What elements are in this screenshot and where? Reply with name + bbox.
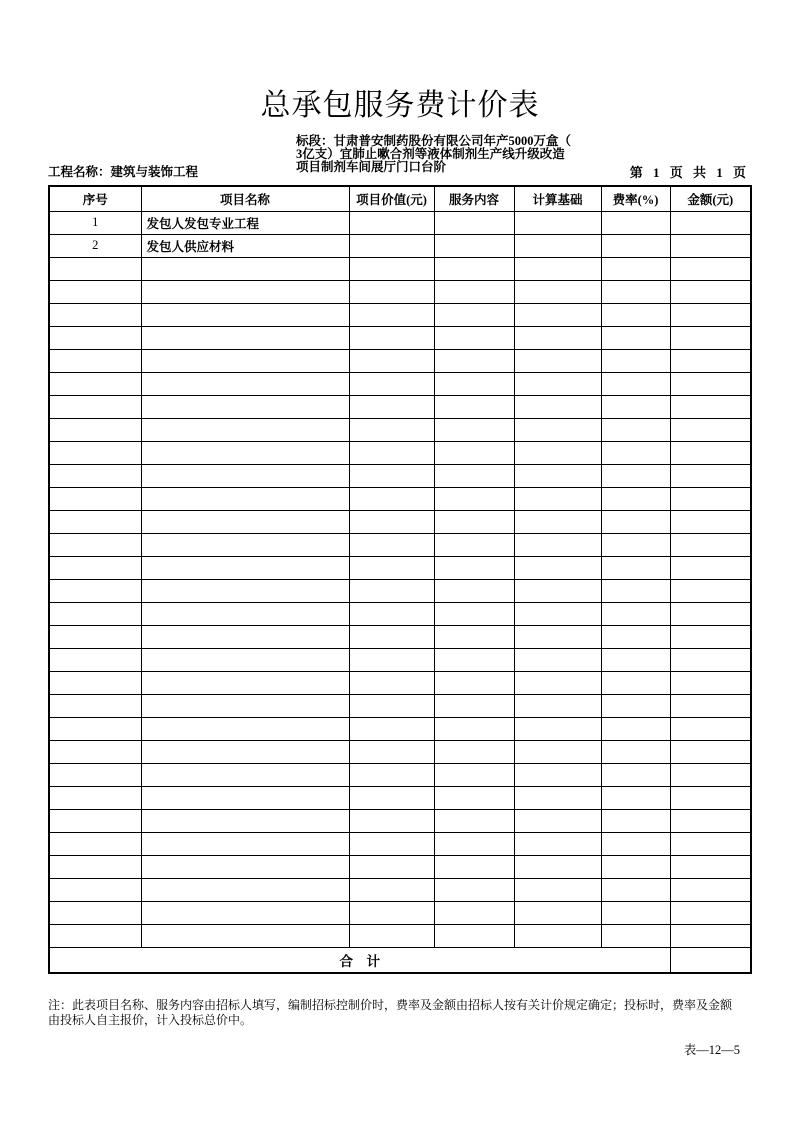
cell-service <box>434 671 514 694</box>
cell-amount <box>670 924 751 947</box>
cell-rate <box>601 372 670 395</box>
empty-table-row <box>49 717 751 740</box>
cell-basis <box>514 556 601 579</box>
cell-rate <box>601 648 670 671</box>
cell-amount <box>670 395 751 418</box>
bid-section-line: 3亿支）宜肺止嗽合剂等液体制剂生产线升级改造 <box>296 147 565 161</box>
cell-seq <box>49 326 141 349</box>
cell-name <box>141 878 349 901</box>
total-row <box>49 947 751 973</box>
cell-seq <box>49 510 141 533</box>
cell-name <box>141 694 349 717</box>
cell-amount <box>670 602 751 625</box>
cell-service <box>434 924 514 947</box>
empty-table-row <box>49 418 751 441</box>
cell-name <box>141 786 349 809</box>
cell-basis <box>514 280 601 303</box>
cell-amount <box>670 464 751 487</box>
cell-basis <box>514 510 601 533</box>
cell-name <box>141 395 349 418</box>
cell-amount <box>670 878 751 901</box>
cell-name <box>141 602 349 625</box>
cell-name <box>141 556 349 579</box>
cell-value <box>349 441 434 464</box>
cell-service <box>434 809 514 832</box>
cell-name <box>141 349 349 372</box>
cell-rate <box>601 395 670 418</box>
cell-basis <box>514 855 601 878</box>
cell-service <box>434 464 514 487</box>
cell-name <box>141 625 349 648</box>
cell-name <box>141 763 349 786</box>
cell-service <box>434 211 514 234</box>
cell-rate <box>601 602 670 625</box>
cell-amount <box>670 786 751 809</box>
form-code: 表—12—5 <box>683 1043 740 1057</box>
cell-basis <box>514 257 601 280</box>
cell-seq <box>49 809 141 832</box>
cell-service <box>434 441 514 464</box>
cell-basis <box>514 487 601 510</box>
cell-rate <box>601 234 670 257</box>
cell-value <box>349 763 434 786</box>
cell-rate <box>601 901 670 924</box>
cell-service <box>434 533 514 556</box>
cell-service <box>434 763 514 786</box>
cell-basis <box>514 533 601 556</box>
cell-basis <box>514 234 601 257</box>
cell-rate <box>601 280 670 303</box>
cell-rate <box>601 809 670 832</box>
empty-table-row <box>49 533 751 556</box>
empty-table-row <box>49 280 751 303</box>
cell-amount <box>670 326 751 349</box>
cell-basis <box>514 418 601 441</box>
cell-basis <box>514 441 601 464</box>
empty-table-row <box>49 349 751 372</box>
cell-service <box>434 257 514 280</box>
cell-seq <box>49 694 141 717</box>
empty-table-row <box>49 395 751 418</box>
empty-table-row <box>49 303 751 326</box>
cell-service <box>434 740 514 763</box>
cell-name <box>141 579 349 602</box>
cell-seq <box>49 924 141 947</box>
cell-rate <box>601 786 670 809</box>
cell-value <box>349 487 434 510</box>
footnote-line: 由投标人自主报价，计入投标总价中。 <box>48 1012 253 1027</box>
empty-table-row <box>49 901 751 924</box>
cell-seq <box>49 349 141 372</box>
cell-service <box>434 786 514 809</box>
cell-value <box>349 694 434 717</box>
cell-name <box>141 901 349 924</box>
empty-table-row <box>49 464 751 487</box>
cell-amount <box>670 280 751 303</box>
cell-value <box>349 303 434 326</box>
cell-name <box>141 464 349 487</box>
cell-service <box>434 694 514 717</box>
table-row <box>49 234 751 257</box>
project-name-value: 建筑与装饰工程 <box>110 165 199 179</box>
cell-amount <box>670 349 751 372</box>
cell-seq <box>49 602 141 625</box>
cell-amount <box>670 441 751 464</box>
cell-seq <box>49 832 141 855</box>
cell-seq <box>49 372 141 395</box>
cell-value <box>349 395 434 418</box>
cell-name <box>141 809 349 832</box>
cell-rate <box>601 740 670 763</box>
fee-table <box>48 185 752 974</box>
cell-basis <box>514 694 601 717</box>
cell-seq <box>49 487 141 510</box>
cell-service <box>434 855 514 878</box>
cell-seq <box>49 855 141 878</box>
cell-value <box>349 234 434 257</box>
cell-rate <box>601 832 670 855</box>
cell-seq <box>49 303 141 326</box>
cell-value <box>349 717 434 740</box>
empty-table-row <box>49 832 751 855</box>
total-label: 合 计 <box>49 947 670 973</box>
empty-table-row <box>49 924 751 947</box>
cell-basis <box>514 809 601 832</box>
cell-basis <box>514 717 601 740</box>
cell-seq <box>49 671 141 694</box>
cell-name <box>141 648 349 671</box>
cell-value <box>349 809 434 832</box>
cell-value <box>349 832 434 855</box>
cell-amount <box>670 763 751 786</box>
cell-basis <box>514 625 601 648</box>
cell-seq <box>49 257 141 280</box>
cell-seq <box>49 556 141 579</box>
empty-table-row <box>49 487 751 510</box>
cell-basis <box>514 878 601 901</box>
cell-rate <box>601 763 670 786</box>
cell-service <box>434 625 514 648</box>
cell-seq <box>49 625 141 648</box>
cell-amount <box>670 533 751 556</box>
cell-rate <box>601 717 670 740</box>
footnote-line: 注：此表项目名称、服务内容由招标人填写，编制招标控制价时，费率及金额由招标人按有关计价规定确定；投标时，费率及金额 <box>48 998 733 1012</box>
cell-rate <box>601 510 670 533</box>
cell-name <box>141 441 349 464</box>
cell-value <box>349 855 434 878</box>
cell-seq <box>49 464 141 487</box>
cell-value <box>349 924 434 947</box>
cell-seq <box>49 786 141 809</box>
table-header-row <box>49 186 751 211</box>
cell-value <box>349 349 434 372</box>
cell-name <box>141 832 349 855</box>
cell-seq: 2 <box>49 234 141 257</box>
cell-seq: 1 <box>49 211 141 234</box>
cell-value <box>349 740 434 763</box>
cell-basis <box>514 786 601 809</box>
cell-basis <box>514 464 601 487</box>
cell-rate <box>601 625 670 648</box>
cell-name <box>141 372 349 395</box>
cell-value <box>349 280 434 303</box>
cell-value <box>349 533 434 556</box>
cell-service <box>434 579 514 602</box>
cell-service <box>434 395 514 418</box>
cell-amount <box>670 234 751 257</box>
page-indicator: 第 1 页 共 1 页 <box>629 165 746 180</box>
cell-rate <box>601 211 670 234</box>
cell-seq <box>49 878 141 901</box>
cell-name <box>141 533 349 556</box>
cell-service <box>434 832 514 855</box>
cell-amount <box>670 418 751 441</box>
cell-amount <box>670 901 751 924</box>
table-row <box>49 211 751 234</box>
column-header: 金额(元) <box>670 186 751 211</box>
cell-name <box>141 924 349 947</box>
cell-amount <box>670 510 751 533</box>
empty-table-row <box>49 556 751 579</box>
cell-rate <box>601 303 670 326</box>
table-body <box>49 211 751 973</box>
cell-rate <box>601 556 670 579</box>
cell-seq <box>49 280 141 303</box>
cell-name: 发包人发包专业工程 <box>141 211 349 234</box>
cell-name <box>141 855 349 878</box>
column-header: 费率(%) <box>601 186 670 211</box>
cell-basis <box>514 763 601 786</box>
cell-amount <box>670 717 751 740</box>
cell-rate <box>601 464 670 487</box>
cell-rate <box>601 326 670 349</box>
cell-name <box>141 740 349 763</box>
cell-basis <box>514 648 601 671</box>
cell-name <box>141 510 349 533</box>
cell-amount <box>670 694 751 717</box>
cell-basis <box>514 740 601 763</box>
cell-rate <box>601 349 670 372</box>
cell-seq <box>49 395 141 418</box>
cell-value <box>349 211 434 234</box>
cell-amount <box>670 625 751 648</box>
empty-table-row <box>49 671 751 694</box>
cell-service <box>434 372 514 395</box>
cell-value <box>349 257 434 280</box>
bid-section-line: 标段：甘肃普安制药股份有限公司年产5000万盒（ <box>296 134 572 148</box>
cell-basis <box>514 924 601 947</box>
column-header: 计算基础 <box>514 186 601 211</box>
cell-seq <box>49 533 141 556</box>
cell-service <box>434 510 514 533</box>
cell-basis <box>514 326 601 349</box>
cell-seq <box>49 763 141 786</box>
cell-amount <box>670 671 751 694</box>
cell-rate <box>601 694 670 717</box>
empty-table-row <box>49 257 751 280</box>
cell-rate <box>601 924 670 947</box>
cell-amount <box>670 303 751 326</box>
empty-table-row <box>49 625 751 648</box>
empty-table-row <box>49 441 751 464</box>
cell-seq <box>49 648 141 671</box>
cell-amount <box>670 809 751 832</box>
column-header: 服务内容 <box>434 186 514 211</box>
empty-table-row <box>49 740 751 763</box>
cell-value <box>349 878 434 901</box>
cell-basis <box>514 349 601 372</box>
cell-value <box>349 464 434 487</box>
cell-value <box>349 648 434 671</box>
cell-value <box>349 326 434 349</box>
cell-service <box>434 234 514 257</box>
cell-service <box>434 487 514 510</box>
cell-amount <box>670 855 751 878</box>
cell-service <box>434 418 514 441</box>
cell-rate <box>601 855 670 878</box>
empty-table-row <box>49 326 751 349</box>
cell-value <box>349 510 434 533</box>
cell-basis <box>514 372 601 395</box>
bid-section-info <box>296 135 606 174</box>
empty-table-row <box>49 763 751 786</box>
cell-name <box>141 303 349 326</box>
cell-name <box>141 717 349 740</box>
bid-section-line: 项目制剂车间展厅门口台阶 <box>296 160 447 174</box>
cell-name <box>141 487 349 510</box>
cell-service <box>434 303 514 326</box>
cell-service <box>434 326 514 349</box>
cell-amount <box>670 740 751 763</box>
cell-service <box>434 349 514 372</box>
cell-rate <box>601 579 670 602</box>
cell-amount <box>670 487 751 510</box>
cell-amount <box>670 556 751 579</box>
cell-basis <box>514 671 601 694</box>
cell-name <box>141 280 349 303</box>
cell-service <box>434 602 514 625</box>
cell-amount <box>670 579 751 602</box>
cell-value <box>349 556 434 579</box>
cell-basis <box>514 303 601 326</box>
cell-value <box>349 372 434 395</box>
cell-name <box>141 418 349 441</box>
empty-table-row <box>49 372 751 395</box>
cell-value <box>349 625 434 648</box>
column-header: 项目名称 <box>141 186 349 211</box>
cell-amount <box>670 372 751 395</box>
cell-amount <box>670 832 751 855</box>
page-title: 总承包服务费计价表 <box>260 89 540 122</box>
total-amount <box>670 947 751 973</box>
column-header: 项目价值(元) <box>349 186 434 211</box>
cell-rate <box>601 878 670 901</box>
cell-rate <box>601 257 670 280</box>
cell-seq <box>49 441 141 464</box>
project-name <box>48 162 198 180</box>
cell-value <box>349 901 434 924</box>
cell-basis <box>514 579 601 602</box>
cell-seq <box>49 579 141 602</box>
empty-table-row <box>49 648 751 671</box>
cell-value <box>349 602 434 625</box>
cell-service <box>434 648 514 671</box>
empty-table-row <box>49 855 751 878</box>
cell-value <box>349 418 434 441</box>
cell-basis <box>514 901 601 924</box>
cell-value <box>349 671 434 694</box>
column-header: 序号 <box>49 186 141 211</box>
cell-service <box>434 556 514 579</box>
cell-rate <box>601 487 670 510</box>
empty-table-row <box>49 579 751 602</box>
cell-name <box>141 326 349 349</box>
cell-rate <box>601 671 670 694</box>
cell-seq <box>49 418 141 441</box>
cell-seq <box>49 740 141 763</box>
cell-service <box>434 280 514 303</box>
cell-name <box>141 671 349 694</box>
empty-table-row <box>49 786 751 809</box>
cell-rate <box>601 418 670 441</box>
cell-basis <box>514 832 601 855</box>
cell-value <box>349 786 434 809</box>
cell-service <box>434 717 514 740</box>
empty-table-row <box>49 878 751 901</box>
cell-basis <box>514 211 601 234</box>
footnote <box>48 998 758 1027</box>
cell-service <box>434 901 514 924</box>
cell-value <box>349 579 434 602</box>
empty-table-row <box>49 809 751 832</box>
cell-amount <box>670 648 751 671</box>
cell-name <box>141 257 349 280</box>
cell-amount <box>670 211 751 234</box>
cell-basis <box>514 395 601 418</box>
empty-table-row <box>49 694 751 717</box>
cell-seq <box>49 717 141 740</box>
empty-table-row <box>49 602 751 625</box>
cell-rate <box>601 533 670 556</box>
cell-name: 发包人供应材料 <box>141 234 349 257</box>
cell-seq <box>49 901 141 924</box>
cell-rate <box>601 441 670 464</box>
empty-table-row <box>49 510 751 533</box>
project-name-label: 工程名称： <box>48 165 111 179</box>
cell-amount <box>670 257 751 280</box>
cell-service <box>434 878 514 901</box>
cell-basis <box>514 602 601 625</box>
